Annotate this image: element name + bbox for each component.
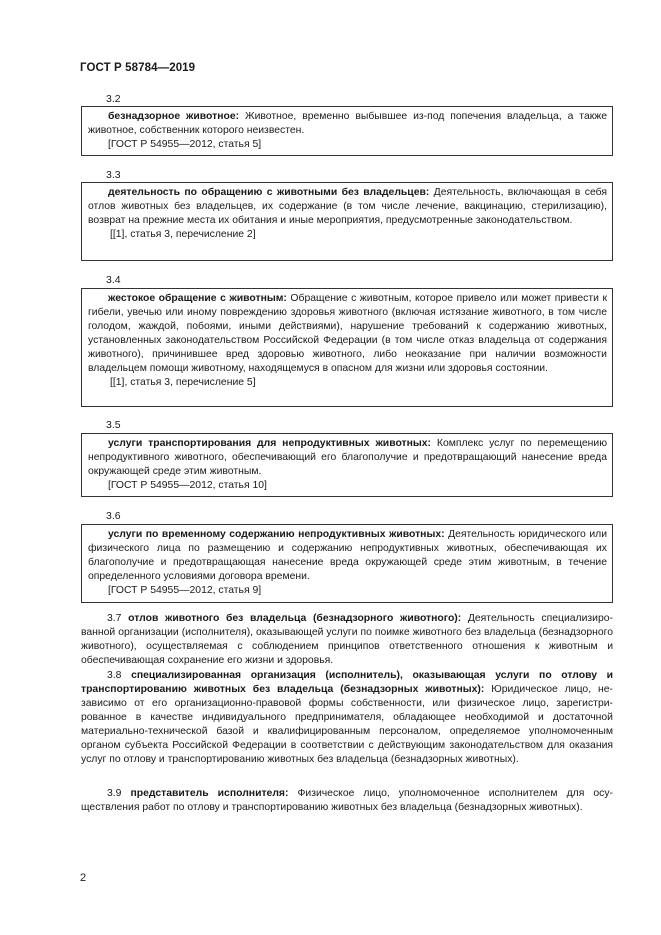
term-name: отлов животного без владельца (безнадзорного животного): — [128, 613, 462, 624]
paragraph-3-9 — [81, 787, 613, 815]
term-number: 3.3 — [106, 169, 121, 181]
term-definition — [88, 110, 607, 138]
paragraph-number: 3.9 — [107, 788, 122, 799]
definition-text: Деятельность юридического или физического лица по размещению и содержанию непродуктивных животных, обеспечивающая их благополучие и предотвращающая нанесение вреда окружающей среде этим животным, в течение определенного условиями договора времени. — [88, 529, 607, 582]
term-source: [ГОСТ Р 54955—2012, статья 9] — [108, 585, 262, 596]
term-source: [[1], статья 3, перечисление 5] — [110, 377, 256, 388]
term-source: [ГОСТ Р 54955—2012, статья 10] — [108, 480, 267, 491]
definition-text: Обращение с животным, которое привело или может привести к гибели, увечью или иному повреждению здоровья животного (включая истязание животного, в том числе голодом, жаждой, побоями, иными действиями), нарушение требований к содержанию животных, установленных законодательством Российской Федерации (в том числе отказ владельца от содержания животного), причинившее вред здоровью животного, либо неоказание при наличии возможности владельцем помощи животному, находящемуся в опасном для жизни или здоровья состоянии. — [88, 293, 608, 374]
term-definition — [88, 292, 607, 376]
term-box-3-3 — [81, 182, 613, 261]
paragraph-number: 3.8 — [107, 670, 122, 681]
term-number: 3.2 — [106, 93, 121, 105]
definition-text: Животное, временно выбывшее из-под попечения владельца, а также животное, собственник которого неизвестен. — [88, 111, 607, 136]
definition-text: Комплекс услуг по перемещению непродуктивного животного, обеспечивающий его благополучие и предотвращающий нанесение вреда окружающей среде этим животным. — [88, 438, 607, 477]
term-name: услуги по временному содержанию непродуктивных животных: — [108, 529, 445, 540]
term-name: жестокое обращение с животным: — [108, 293, 287, 304]
definition-text: Физическое лицо, уполномоченное исполнителем для осуществления работ по отлову и транспортированию животных без владельца (безнадзорных животных). — [81, 788, 614, 813]
term-definition — [88, 186, 607, 228]
term-name: услуги транспортирования для непродуктивных животных: — [108, 438, 432, 449]
term-source: [[1], статья 3, перечисление 2] — [110, 229, 256, 240]
term-box-3-5 — [81, 433, 613, 497]
term-name: безнадзорное животное: — [108, 111, 240, 122]
document-header: ГОСТ Р 58784—2019 — [80, 62, 196, 74]
term-number: 3.6 — [106, 510, 121, 522]
term-name: деятельность по обращению с животными без владельцев: — [108, 187, 430, 198]
term-source: [ГОСТ Р 54955—2012, статья 5] — [108, 139, 262, 150]
term-number: 3.5 — [106, 419, 121, 431]
paragraph-number: 3.7 — [107, 613, 122, 624]
definition-text: Юридическое лицо, независимо от его организационно-правовой формы собственности, или физическое лицо, зарегистрированное в качестве индивидуального предпринимателя, обладающее необходимой и достаточной материально-технической базой и квалифицированным персоналом, определяемое уполномоченным органом субъекта Российской Федерации в соответствии с действующим законодательством для оказания услуг по отлову и транспортированию животных без владельца (безнадзорных животных). — [81, 684, 613, 765]
term-box-3-2 — [81, 106, 613, 156]
term-name: представитель исполнителя: — [130, 788, 289, 799]
term-number: 3.4 — [106, 274, 121, 286]
page-number: 2 — [80, 872, 87, 884]
definition-text: Деятельность, включающая в себя отлов животных без владельцев, их содержание (в том числе лечение, вакцинацию, стерилизацию), возврат на прежние места их обитания и иные мероприятия, предусмотренные законодательством. — [88, 187, 607, 226]
paragraph-3-7 — [81, 612, 613, 668]
term-name: специализированная организация (исполнитель), оказывающая услуги по отлову и транспортированию животных без владельца (безнадзорных животных): — [81, 670, 613, 695]
term-definition — [88, 437, 607, 479]
paragraph-3-8 — [81, 669, 613, 767]
term-box-3-4 — [81, 288, 613, 407]
term-definition — [88, 528, 607, 584]
definition-text: Деятельность специализированной организации (исполнителя), оказывающей услуги по поимке животного без владельца (безнадзорного животного), осуществляемая с соблюдением принципов ответственного отношения к животным и обеспечивающая сохранение его жизни и здоровья. — [81, 613, 613, 666]
term-box-3-6 — [81, 524, 613, 603]
